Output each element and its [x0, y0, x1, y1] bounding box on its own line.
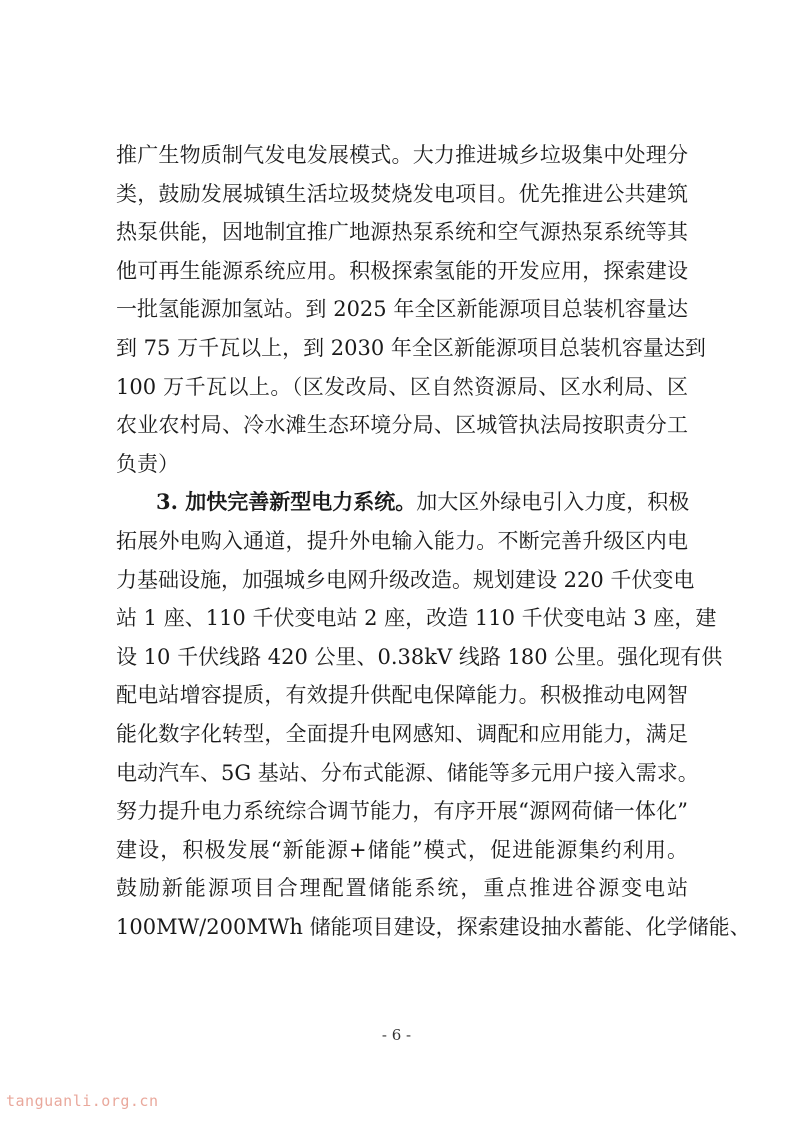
text-line: 设 10 千伏线路 420 公里、0.38kV 线路 180 公里。强化现有供 — [116, 644, 723, 669]
body-text — [116, 136, 751, 946]
text-line: 100MW/200MWh 储能项目建设，探索建设抽水蓄能、化学储能、 — [116, 914, 751, 939]
text-line: 他可再生能源系统应用。积极探索氢能的开发应用，探索建设 — [116, 258, 688, 283]
text-line: 热泵供能，因地制宜推广地源热泵系统和空气源热泵系统等其 — [116, 220, 688, 245]
text-line: 类，鼓励发展城镇生活垃圾焚烧发电项目。优先推进公共建筑 — [116, 181, 688, 206]
text-line: 电动汽车、5G 基站、分布式能源、储能等多元用户接入需求。 — [116, 760, 699, 785]
text-line: 推广生物质制气发电发展模式。大力推进城乡垃圾集中处理分 — [116, 143, 688, 167]
text-line: 建设，积极发展“新能源+储能”模式，促进能源集约利用。 — [116, 837, 688, 862]
text-line: 农业农村局、冷水滩生态环境分局、区城管执法局按职责分工 — [116, 413, 688, 438]
text-line: 100 万千瓦以上。（区发改局、区自然资源局、区水利局、区 — [116, 374, 688, 399]
text-line: 负责） — [116, 451, 179, 476]
text-line: 力基础设施，加强城乡电网升级改造。规划建设 220 千伏变电 — [116, 567, 695, 592]
heading-continuation: 加大区外绿电引入力度，积极 — [416, 490, 690, 515]
text-line: 到 75 万千瓦以上，到 2030 年全区新能源项目总装机容量达到 — [116, 335, 706, 360]
paragraph-power-system — [116, 483, 751, 946]
paragraph-energy-projects — [116, 136, 706, 483]
text-line: 鼓励新能源项目合理配置储能系统，重点推进谷源变电站 — [116, 876, 688, 901]
text-line: 一批氢能源加氢站。到 2025 年全区新能源项目总装机容量达 — [116, 297, 688, 322]
text-line: 能化数字化转型，全面提升电网感知、调配和应用能力，满足 — [116, 721, 688, 746]
text-line: 努力提升电力系统综合调节能力，有序开展“源网荷储一体化” — [116, 799, 688, 824]
text-line-first — [116, 483, 688, 522]
text-line: 站 1 座、110 千伏变电站 2 座，改造 110 千伏变电站 3 座，建 — [116, 606, 717, 631]
text-line: 拓展外电购入通道，提升外电输入能力。不断完善升级区内电 — [116, 528, 688, 553]
section-heading: 3. 加快完善新型电力系统。 — [156, 489, 417, 515]
watermark: tanguanli.org.cn — [6, 1092, 159, 1110]
page-number: - 6 - — [381, 1026, 412, 1044]
text-line: 配电站增容提质，有效提升供配电保障能力。积极推动电网智 — [116, 683, 688, 708]
